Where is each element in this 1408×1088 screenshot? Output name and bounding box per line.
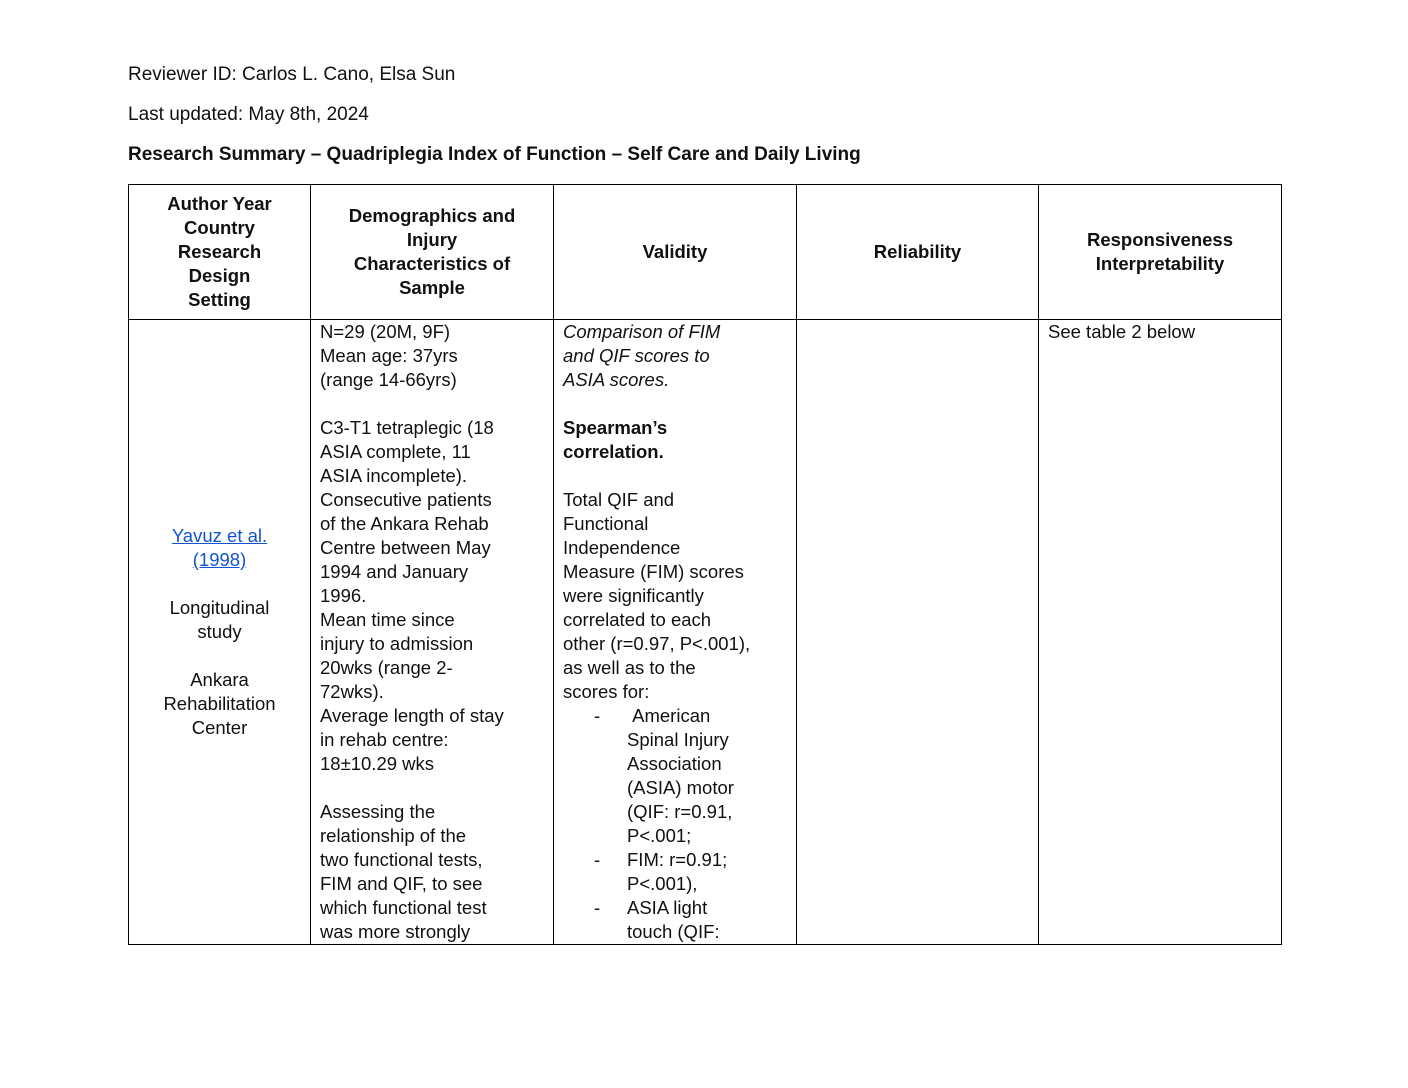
table-header-row	[129, 185, 1282, 320]
list-item: - FIM: r=0.91; P<.001),	[594, 849, 728, 894]
list-item: - American Spinal Injury Association (ASIA) motor (QIF: r=0.91, P<.001;	[594, 705, 734, 846]
demographics-cell	[311, 320, 554, 945]
validity-bullet-list	[563, 704, 787, 944]
bullet-dash: -	[594, 897, 601, 918]
study-link[interactable]: Yavuz et al. (1998)	[171, 525, 268, 570]
bullet-dash: -	[594, 705, 601, 726]
header-author-year: Author Year Country Research Design Setting	[129, 185, 311, 320]
document-title: Research Summary – Quadriplegia Index of Function – Self Care and Daily Living	[128, 144, 861, 165]
study-design: Longitudinal study	[169, 597, 270, 642]
header-validity: Validity	[554, 185, 797, 320]
study-aim: Assessing the relationship of the two functional tests, FIM and QIF, to see which functional test was more strongly	[320, 801, 487, 942]
author-cell	[129, 320, 311, 945]
reviewer-id: Reviewer ID: Carlos L. Cano, Elsa Sun	[128, 64, 456, 85]
validity-body: Total QIF and Functional Independence Measure (FIM) scores were significantly correlated to each other (r=0.97, P<.001), as well as to the scores for:	[563, 489, 751, 702]
validity-intro: Comparison of FIM and QIF scores to ASIA scores.	[563, 321, 721, 390]
responsiveness-cell	[1039, 320, 1282, 945]
injury-characteristics: C3-T1 tetraplegic (18 ASIA complete, 11 ASIA incomplete). Consecutive patients of the Ankara Rehab Centre between May 1994 and January 1996. Mean time since injury to admission 20wks (range 2- 72wks). Average length of stay in rehab centre: 18±10.29 wks	[320, 417, 504, 774]
study-setting: Ankara Rehabilitation Center	[163, 669, 276, 738]
header-demographics: Demographics and Injury Characteristics of Sample	[311, 185, 554, 320]
sample-summary: N=29 (20M, 9F) Mean age: 37yrs (range 14-66yrs)	[320, 321, 458, 390]
bullet-dash: -	[594, 849, 601, 870]
last-updated: Last updated: May 8th, 2024	[128, 104, 369, 125]
reliability-cell	[797, 320, 1039, 945]
responsiveness-note: See table 2 below	[1048, 321, 1196, 342]
header-reliability: Reliability	[797, 185, 1039, 320]
header-responsiveness: Responsiveness Interpretability	[1039, 185, 1282, 320]
validity-cell	[554, 320, 797, 945]
list-item: - ASIA light touch (QIF:	[594, 897, 720, 942]
research-summary-table	[128, 184, 1282, 945]
validity-heading: Spearman’s correlation.	[563, 417, 668, 462]
table-row	[129, 320, 1282, 945]
